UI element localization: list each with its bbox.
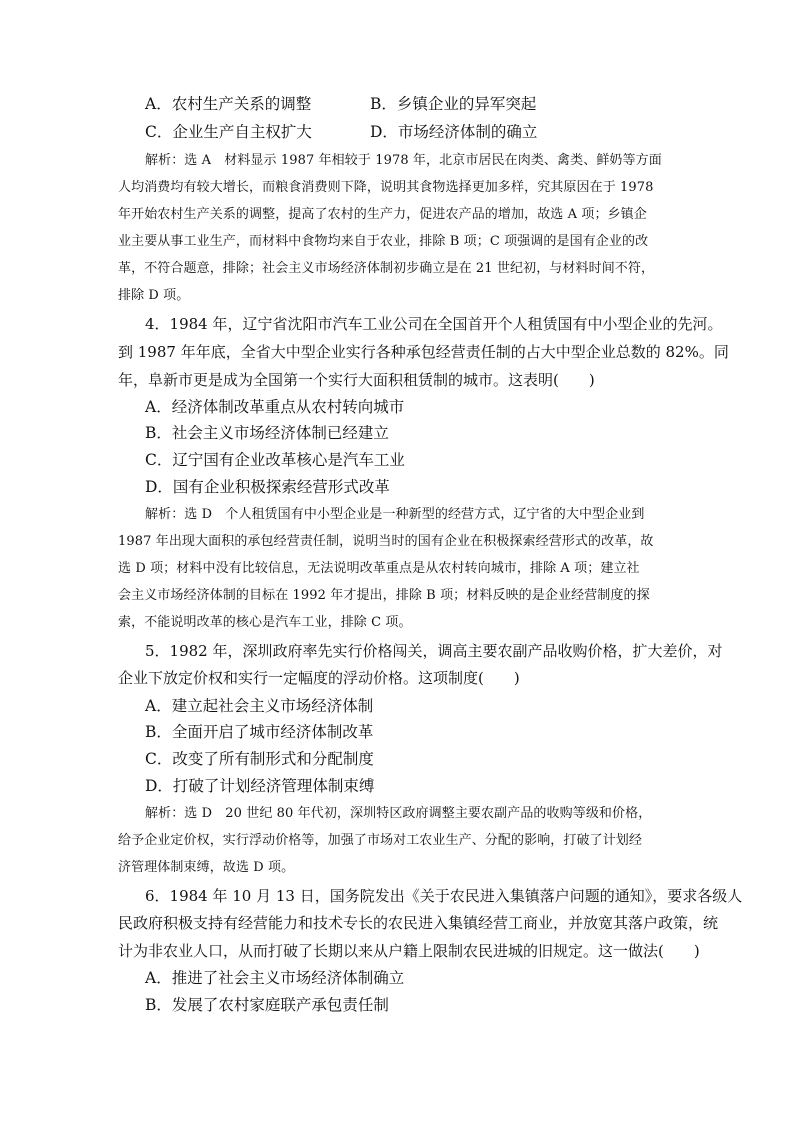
q3-analysis-line: 革，不符合题意，排除；社会主义市场经济体制初步确立是在 21 世纪初，与材料时间不符， — [118, 261, 655, 276]
q6-stem-line: 民政府积极支持有经营能力和技术专长的农民进入集镇经营工商业，并放宽其落户政策，统 — [118, 914, 719, 932]
q4-option-a: A．经济体制改革重点从农村转向城市 — [145, 398, 405, 416]
q4-analysis-line: 1987 年出现大面积的承包经营责任制，说明当时的国有企业在积极探索经营形式的改革，故 — [118, 534, 654, 549]
q5-analysis-line: 给予企业定价权，实行浮动价格等，加强了市场对工农业生产、分配的影响，打破了计划经 — [118, 833, 643, 848]
q3-analysis-line: 业主要从事工业生产，而材料中食物均来自于农业，排除 B 项；C 项强调的是国有企业的改 — [118, 234, 649, 249]
q5-option-b: B．全面开启了城市经济体制改革 — [145, 723, 374, 741]
q4-option-d: D．国有企业积极探索经营形式改革 — [145, 478, 390, 496]
q3-option-a: A．农村生产关系的调整 — [145, 95, 312, 113]
q6-option-a: A．推进了社会主义市场经济体制确立 — [145, 969, 405, 987]
q5-stem-line: 企业下放定价权和实行一定幅度的浮动价格。这项制度( ) — [118, 669, 520, 687]
q4-analysis-line: 会主义市场经济体制的目标在 1992 年才提出，排除 B 项；材料反映的是企业经营制度的探 — [118, 588, 650, 603]
q5-analysis-line: 济管理体制束缚，故选 D 项。 — [118, 860, 295, 875]
q5-option-a: A．建立起社会主义市场经济体制 — [145, 697, 374, 715]
q4-stem-line: 到 1987 年年底，全省大中型企业实行各种承包经营责任制的占大中型企业总数的 82%。同 — [118, 343, 729, 361]
q5-stem-line: 5．1982 年，深圳政府率先实行价格闯关，调高主要农副产品收购价格，扩大差价，对 — [145, 642, 723, 660]
q4-option-c: C．辽宁国有企业改革核心是汽车工业 — [145, 451, 405, 469]
q5-option-c: C．改变了所有制形式和分配制度 — [145, 750, 374, 768]
q3-option-d: D．市场经济体制的确立 — [370, 123, 538, 141]
q3-analysis-line: 排除 D 项。 — [118, 288, 190, 303]
q4-stem-line: 年，阜新市更是成为全国第一个实行大面积租赁制的城市。这表明( ) — [118, 371, 595, 389]
q3-analysis-line: 人均消费均有较大增长，而粮食消费则下降，说明其食物选择更加多样，究其原因在于 1978 — [118, 180, 654, 195]
q4-analysis-line: 解析：选 D 个人租赁国有中小型企业是一种新型的经营方式，辽宁省的大中型企业到 — [145, 507, 645, 522]
q4-analysis-line: 选 D 项；材料中没有比较信息，无法说明改革重点是从农村转向城市，排除 A 项；建立社 — [118, 561, 640, 576]
q5-analysis-line: 解析：选 D 20 世纪 80 年代初，深圳特区政府调整主要农副产品的收购等级和价格， — [145, 806, 652, 821]
q3-option-b: B．乡镇企业的异军突起 — [370, 95, 537, 113]
q4-option-b: B．社会主义市场经济体制已经建立 — [145, 424, 389, 442]
q3-analysis-line: 年开始农村生产关系的调整，提高了农村的生产力，促进农产品的增加，故选 A 项；乡镇企 — [118, 207, 647, 222]
q6-option-b: B．发展了农村家庭联产承包责任制 — [145, 996, 389, 1014]
q4-analysis-line: 索，不能说明改革的核心是汽车工业，排除 C 项。 — [118, 615, 412, 630]
q3-option-c: C．企业生产自主权扩大 — [145, 123, 312, 141]
q6-stem-line: 6．1984 年 10 月 13 日，国务院发出《关于农民进入集镇落户问题的通知》，要求各级人 — [145, 887, 743, 905]
q6-stem-line: 计为非农业人口，从而打破了长期以来从户籍上限制农民进城的旧规定。这一做法( ) — [118, 942, 700, 960]
q3-analysis-line: 解析：选 A 材料显示 1987 年相较于 1978 年，北京市居民在肉类、禽类、鲜奶等方面 — [145, 153, 662, 168]
q5-option-d: D．打破了计划经济管理体制束缚 — [145, 777, 375, 795]
q4-stem-line: 4．1984 年，辽宁省沈阳市汽车工业公司在全国首开个人租赁国有中小型企业的先河。 — [145, 315, 723, 333]
